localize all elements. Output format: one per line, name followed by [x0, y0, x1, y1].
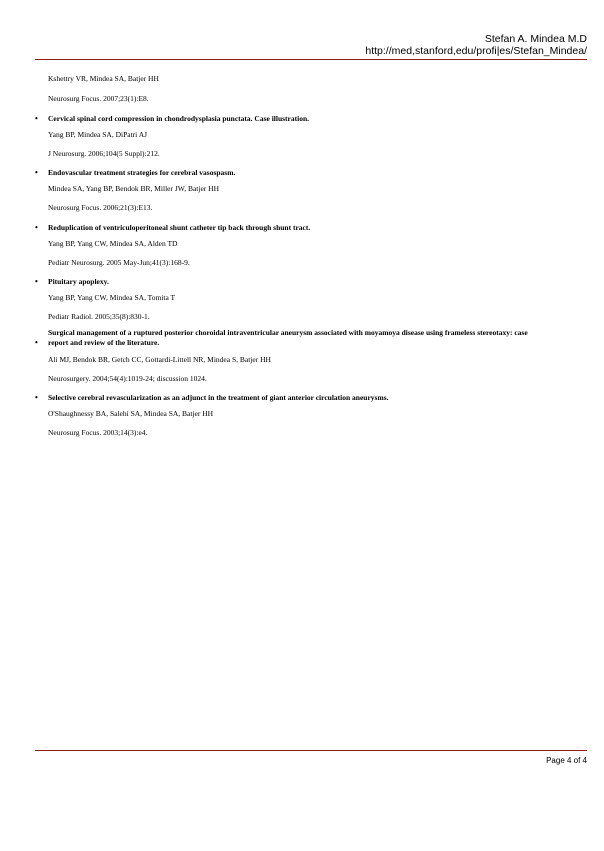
publication-item [35, 328, 590, 383]
bullet-icon: • [35, 393, 38, 402]
publication-citation: Neurosurg Focus. 2006;21(3):E13. [48, 203, 153, 212]
publication-citation: Neurosurg Focus. 2003;14(3):e4. [48, 428, 148, 437]
publication-authors: Ali MJ, Bendok BR, Getch CC, Gottardi-Littell NR, Mindea S, Batjer HH [48, 355, 271, 364]
publication-authors: Yang BP, Mindea SA, DiPatri AJ [48, 130, 148, 139]
publication-authors: Kshettry VR, Mindea SA, Batjer HH [48, 74, 159, 83]
publication-title[interactable]: Selective cerebral revascularization as an adjunct in the treatment of giant anterior circulation aneurysms. [48, 393, 389, 402]
publication-item [35, 277, 590, 321]
publication-citation: Pediatr Neurosurg. 2005 May-Jun;41(3):168-9. [48, 258, 190, 267]
publication-title[interactable]: Reduplication of ventriculoperitoneal shunt catheter tip back through shunt tract. [48, 223, 311, 232]
publication-item [35, 168, 590, 212]
publication-authors: Mindea SA, Yang BP, Bendok BR, Miller JW, Batjer HH [48, 184, 219, 193]
footer-divider [35, 750, 587, 751]
publication-title[interactable]: Pituitary apoplexy. [48, 277, 109, 286]
publication-citation: Pediatr Radiol. 2005;35(8):830-1. [48, 312, 150, 321]
publication-item [35, 393, 590, 437]
publication-title[interactable]: Surgical management of a ruptured posterior choroidal intraventricular aneurysm associated with moyamoya disease using frameless stereotaxy: case [48, 328, 528, 337]
profile-url[interactable]: http://med,stanford,edu/profi|es/Stefan_Mindea/ [365, 45, 587, 57]
author-name: Stefan A. Mindea M.D [484, 33, 587, 45]
publication-citation: Neurosurgery. 2004;54(4):1019-24; discussion 1024. [48, 374, 207, 383]
publication-title-continued[interactable]: report and review of the literature. [48, 338, 160, 347]
bullet-icon: • [35, 223, 38, 232]
page-number: Page 4 of 4 [546, 756, 587, 765]
header-divider [35, 59, 587, 60]
publication-title[interactable]: Endovascular treatment strategies for cerebral vasospasm. [48, 168, 236, 177]
publication-citation: J Neurosurg. 2006;104(5 Suppl):212. [48, 149, 160, 158]
publication-title[interactable]: Cervical spinal cord compression in chondrodysplasia punctata. Case illustration. [48, 114, 309, 123]
bullet-icon: • [35, 277, 38, 286]
publication-citation: Neurosurg Focus. 2007;23(1):E8. [48, 94, 149, 103]
publication-item [35, 114, 590, 158]
publication-authors: O'Shaughnessy BA, Salehi SA, Mindea SA, Batjer HH [48, 409, 214, 418]
bullet-icon: • [35, 338, 38, 347]
bullet-icon: • [35, 168, 38, 177]
bullet-icon: • [35, 114, 38, 123]
publication-authors: Yang BP, Yang CW, Mindea SA, Tomita T [48, 293, 176, 302]
publication-authors: Yang BP, Yang CW, Mindea SA, Alden TD [48, 239, 178, 248]
publication-item [35, 223, 590, 267]
